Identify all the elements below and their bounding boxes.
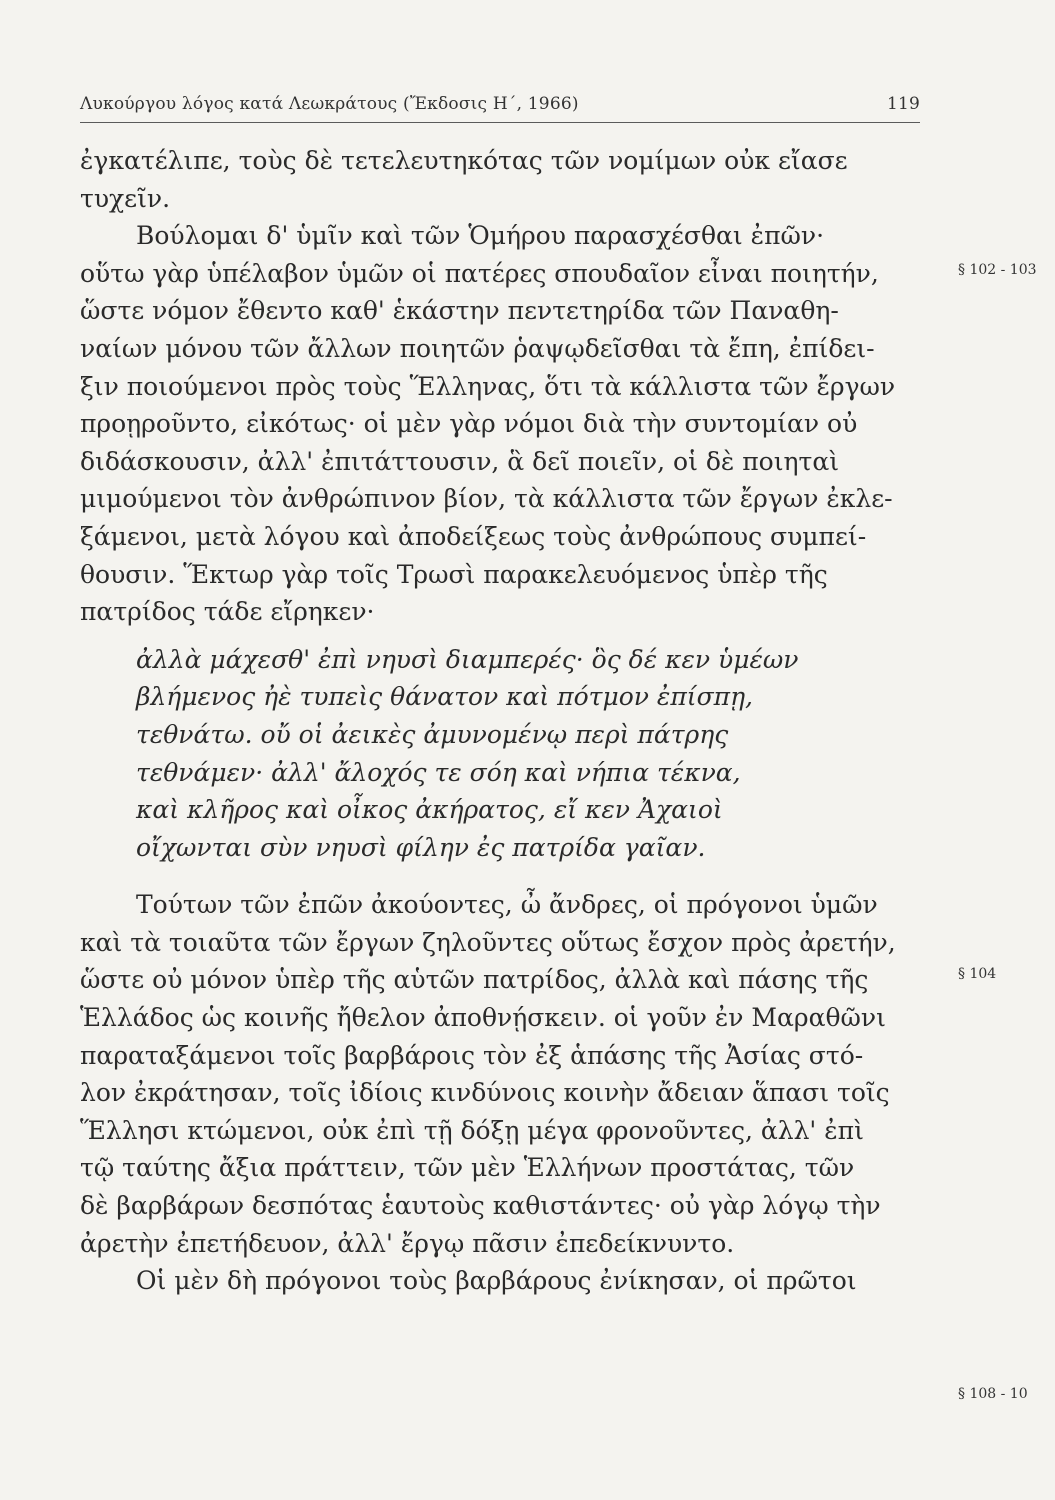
paragraph-1 <box>80 142 942 217</box>
text-line: διδάσκουσιν, ἀλλ' ἐπιτάττουσιν, ἃ δεῖ ποιεῖν, οἱ δὲ ποιηταὶ <box>80 446 840 476</box>
text-line: ὥστε νόμον ἔθεντο καθ' ἑκάστην πεντετηρίδα τῶν Παναθη- <box>80 296 839 326</box>
text-line: Ἑλλάδος ὡς κοινῆς ἤθελον ἀποθνῄσκειν. οἱ γοῦν ἐν Μαραθῶνι <box>80 1003 886 1033</box>
margin-note-section-104: § 104 <box>958 966 997 982</box>
running-header <box>80 92 920 123</box>
verse-line: οἴχωνται σὺν νηυσὶ φίλην ἐς πατρίδα γαῖαν. <box>136 832 706 862</box>
text-line: προῃροῦντο, εἰκότως· οἱ μὲν γὰρ νόμοι διὰ τὴν συντομίαν οὐ <box>80 409 858 439</box>
page-number: 119 <box>886 94 920 114</box>
text-line: οὕτω γὰρ ὑπέλαβον ὑμῶν οἱ πατέρες σπουδαῖον εἶναι ποιητήν, <box>80 258 879 288</box>
text-line: ἀρετὴν ἐπετήδευον, ἀλλ' ἔργῳ πᾶσιν ἐπεδείκνυντο. <box>80 1228 735 1258</box>
margin-note-section-108: § 108 - 10 <box>958 1386 1028 1402</box>
text-line: λον ἐκράτησαν, τοῖς ἰδίοις κινδύνοις κοινὴν ἄδειαν ἅπασι τοῖς <box>80 1078 890 1108</box>
paragraph-4 <box>80 1262 942 1300</box>
text-line: ναίων μόνου τῶν ἄλλων ποιητῶν ῥαψῳδεῖσθαι τὰ ἔπη, ἐπίδει- <box>80 333 875 363</box>
text-line: Ἕλλησι κτώμενοι, οὐκ ἐπὶ τῇ δόξῃ μέγα φρονοῦντες, ἀλλ' ἐπὶ <box>80 1115 864 1145</box>
verse-line: ἀλλὰ μάχεσθ' ἐπὶ νηυσὶ διαμπερές· ὃς δέ κεν ὑμέων <box>136 644 799 674</box>
text-line: τυχεῖν. <box>80 183 171 213</box>
text-line: Οἱ μὲν δὴ πρόγονοι τοὺς βαρβάρους ἐνίκησαν, οἱ πρῶτοι <box>136 1266 857 1296</box>
text-line: Βούλομαι δ' ὑμῖν καὶ τῶν Ὁμήρου παρασχέσθαι ἐπῶν· <box>136 221 825 251</box>
text-line: ἐγκατέλιπε, τοὺς δὲ τετελευτηκότας τῶν νομίμων οὐκ εἴασε <box>80 146 848 175</box>
text-line: ξιν ποιούμενοι πρὸς τοὺς Ἕλληνας, ὅτι τὰ κάλλιστα τῶν ἔργων <box>80 371 896 401</box>
paragraph-3 <box>80 886 942 1262</box>
text-line: Τούτων τῶν ἐπῶν ἀκούοντες, ὦ ἄνδρες, οἱ πρόγονοι ὑμῶν <box>136 890 878 920</box>
text-line: θουσιν. Ἕκτωρ γὰρ τοῖς Τρωσὶ παρακελευόμενος ὑπὲρ τῆς <box>80 559 828 589</box>
verse-line: τεθνάμεν· ἀλλ' ἄλοχός τε σόη καὶ νήπια τέκνα, <box>136 757 741 787</box>
main-text <box>80 142 942 1300</box>
verse-line: βλήμενος ἠὲ τυπεὶς θάνατον καὶ πότμον ἐπίσπῃ, <box>136 682 753 712</box>
text-line: δὲ βαρβάρων δεσπότας ἑαυτοὺς καθιστάντες· οὐ γὰρ λόγῳ τὴν <box>80 1191 881 1221</box>
paragraph-2 <box>80 217 942 631</box>
header-title: Λυκούργου λόγος κατά Λεωκράτους (Ἔκδοσις Η΄, 1966) <box>80 94 579 114</box>
margin-note-section-102-103: § 102 - 103 <box>958 262 1037 278</box>
homer-quotation <box>80 641 942 867</box>
text-line: ξάμενοι, μετὰ λόγου καὶ ἀποδείξεως τοὺς ἀνθρώπους συμπεί- <box>80 521 867 551</box>
text-line: τῷ ταύτης ἄξια πράττειν, τῶν μὲν Ἑλλήνων προστάτας, τῶν <box>80 1153 855 1183</box>
text-line: μιμούμενοι τὸν ἀνθρώπινον βίον, τὰ κάλλιστα τῶν ἔργων ἐκλε- <box>80 484 893 514</box>
text-line: ὥστε οὐ μόνον ὑπὲρ τῆς αὑτῶν πατρίδος, ἀλλὰ καὶ πάσης τῆς <box>80 965 869 995</box>
text-line: παραταξάμενοι τοῖς βαρβάροις τὸν ἐξ ἁπάσης τῆς Ἀσίας στό- <box>80 1040 864 1070</box>
verse-line: τεθνάτω. οὔ οἱ ἀεικὲς ἀμυνομένῳ περὶ πάτρης <box>136 719 729 749</box>
verse-line: καὶ κλῆρος καὶ οἶκος ἀκήρατος, εἴ κεν Ἀχαιοὶ <box>136 795 723 825</box>
text-line: καὶ τὰ τοιαῦτα τῶν ἔργων ζηλοῦντες οὕτως ἔσχον πρὸς ἀρετήν, <box>80 927 896 957</box>
text-line: πατρίδος τάδε εἴρηκεν· <box>80 597 375 627</box>
